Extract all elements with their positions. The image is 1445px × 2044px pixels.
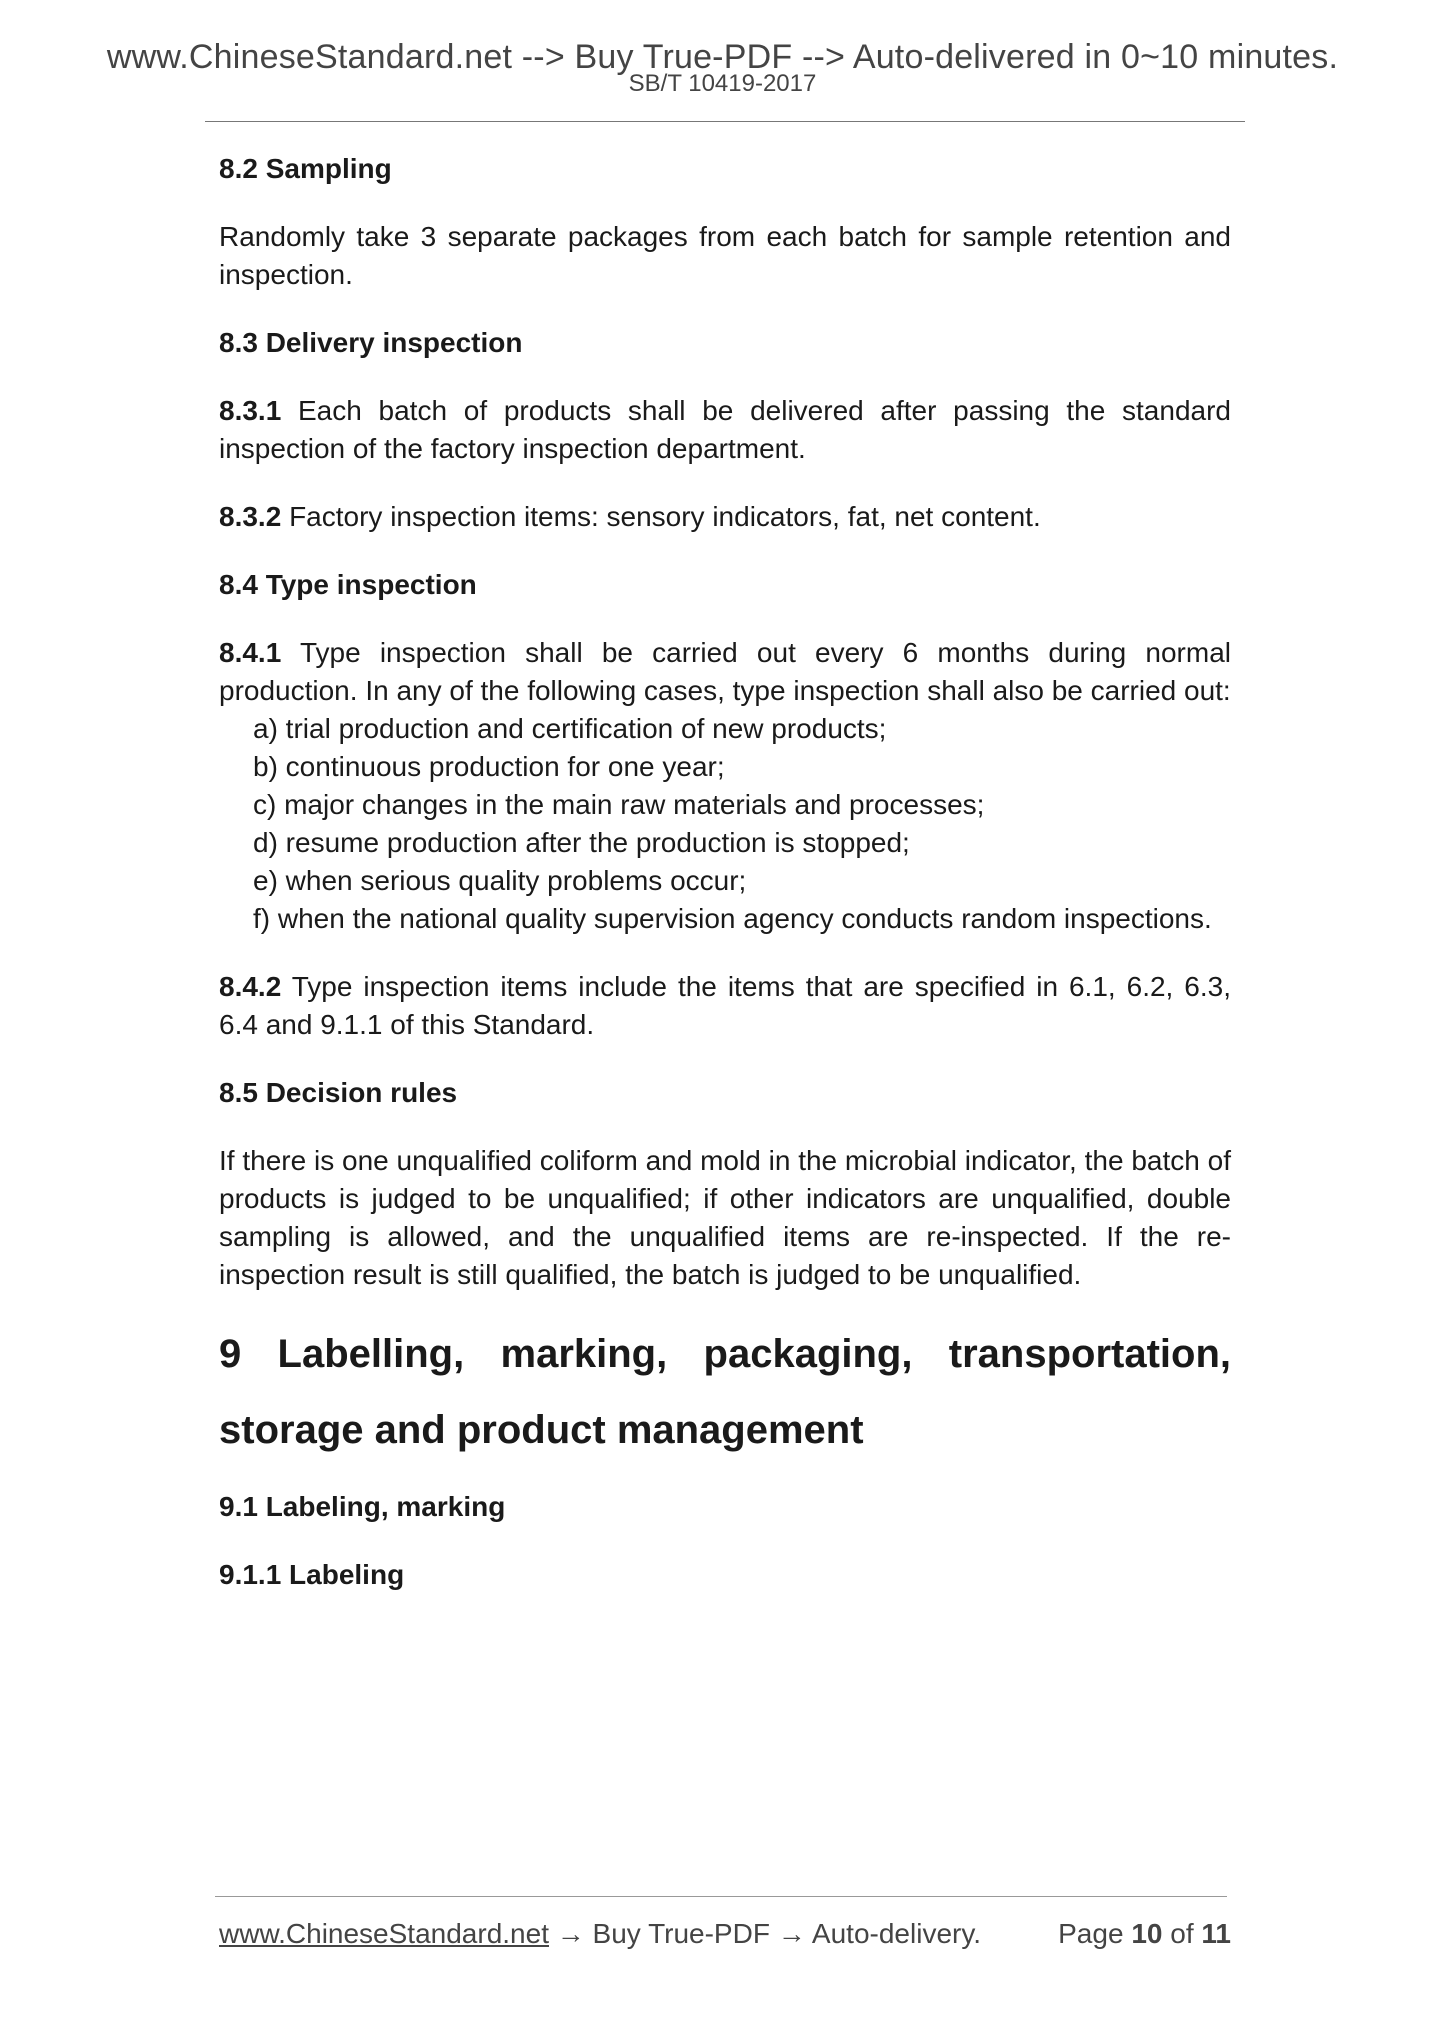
heading-8-4: 8.4 Type inspection [219,569,477,600]
page-number: 10 [1131,1918,1163,1949]
heading-9-1: 9.1 Labeling, marking [219,1491,506,1522]
heading-8-3: 8.3 Delivery inspection [219,327,523,358]
paragraph-8-4-1 [219,634,1231,710]
clause-number: 8.3.1 [219,395,282,426]
clause-text: Each batch of products shall be delivered after passing the standard inspection of the factory inspection department. [219,395,1231,464]
paragraph-8-4-2 [219,968,1231,1044]
list-item: e) when serious quality problems occur; [253,865,747,896]
clause-text: Type inspection items include the items that are specified in 6.1, 6.2, 6.3, 6.4 and 9.1.1 of this Standard. [219,971,1231,1040]
page-footer [219,1918,1231,1950]
heading-8-2: 8.2 Sampling [219,153,392,184]
decision-rules-paragraph: If there is one unqualified coliform and mold in the microbial indicator, the batch of products is judged to be unqualified; if other indicators are unqualified, double sampling is allowed, and the unqualified items are re-inspected. If the re-inspection result is still qualified, the batch is judged to be unqualified. [219,1145,1231,1290]
header-divider [205,121,1245,122]
list-item: c) major changes in the main raw materials and processes; [253,789,985,820]
clause-number: 8.4.1 [219,637,282,668]
chapter-9-heading-line-2: storage and product management [219,1408,864,1452]
standard-code: SB/T 10419-2017 [628,70,817,97]
of-label: of [1170,1918,1194,1949]
heading-8-5: 8.5 Decision rules [219,1077,458,1108]
footer-text: → Buy True-PDF → Auto-delivery. [548,1918,982,1949]
page-label: Page [1058,1918,1124,1949]
page-total: 11 [1201,1918,1231,1949]
header-banner: www.ChineseStandard.net --> Buy True-PDF --> Auto-delivered in 0~10 minutes. [106,38,1339,76]
footer-site-link[interactable]: www.ChineseStandard.net [219,1918,549,1949]
paragraph-8-3-1 [219,392,1231,468]
heading-9-1-1: 9.1.1 Labeling [219,1559,405,1590]
chapter-9-heading-line-1: 9 Labelling, marking, packaging, transportation, [219,1332,1231,1376]
document-body [219,150,1231,1594]
clause-number: 8.4.2 [219,971,282,1002]
page-indicator [1058,1918,1231,1950]
list-item: f) when the national quality supervision agency conducts random inspections. [253,903,1212,934]
clause-text: Type inspection shall be carried out every 6 months during normal production. In any of the following cases, type inspection shall also be carried out: [219,637,1231,706]
paragraph-8-3-2 [219,498,1231,536]
sampling-paragraph: Randomly take 3 separate packages from each batch for sample retention and inspection. [219,221,1231,290]
clause-number: 8.3.2 [219,501,282,532]
list-item: d) resume production after the production is stopped; [253,827,910,858]
footer-divider [215,1896,1227,1897]
clause-text: Factory inspection items: sensory indicators, fat, net content. [289,501,1041,532]
list-item: a) trial production and certification of new products; [253,713,887,744]
list-item: b) continuous production for one year; [253,751,725,782]
